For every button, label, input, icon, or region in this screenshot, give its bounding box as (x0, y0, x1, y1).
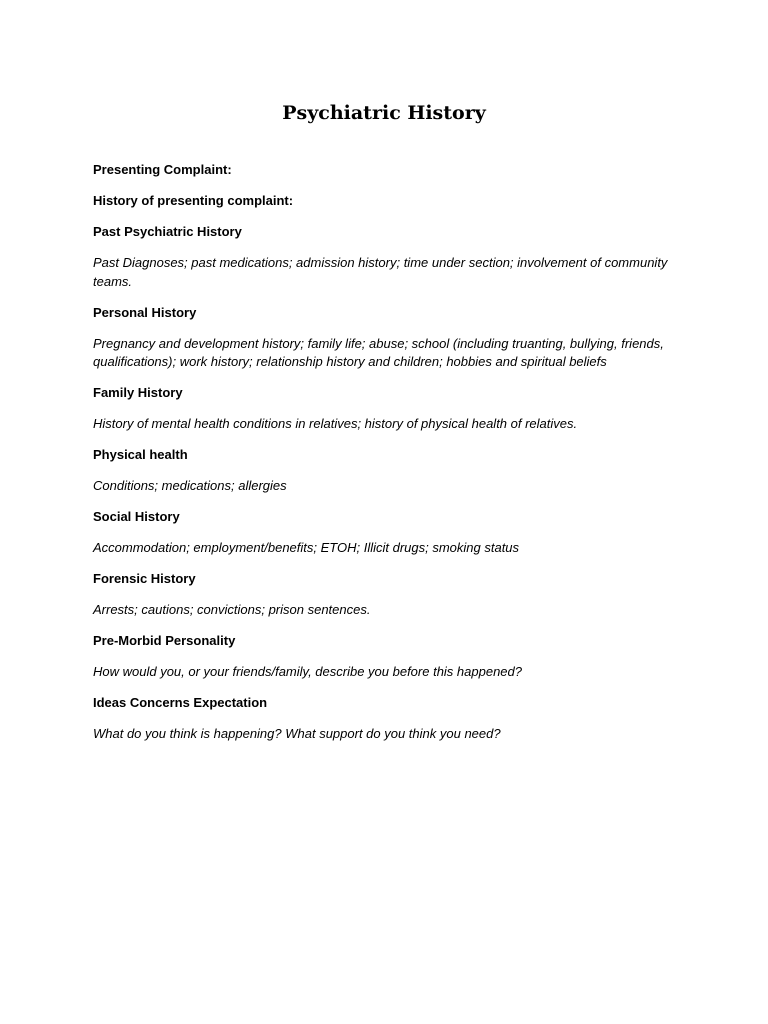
section-heading-presenting-complaint: Presenting Complaint: (93, 162, 232, 177)
section-text-personal-history: Pregnancy and development history; family life; abuse; school (including truanting, bullying, friends, qualifications); work history; relationship history and children; hobbies and spiritual beliefs (93, 335, 664, 369)
section-text-social-history: Accommodation; employment/benefits; ETOH; Illicit drugs; smoking status (93, 540, 520, 555)
section-heading-personal-history: Personal History (93, 304, 197, 320)
section-text-family-history: History of mental health conditions in relatives; history of physical health of relatives. (93, 416, 578, 431)
section-heading-pre-morbid-personality: Pre-Morbid Personality (93, 633, 236, 648)
section-heading-ideas-concerns-expectation: Ideas Concerns Expectation (93, 695, 268, 710)
section-text-past-psychiatric-history: Past Diagnoses; past medications; admission history; time under section; involvement of community teams. (93, 255, 668, 289)
section-heading-social-history: Social History (93, 509, 180, 524)
section-heading-history-of-presenting-complaint: History of presenting complaint: (93, 193, 294, 208)
section-heading-physical-health: Physical health (93, 447, 188, 462)
section-text-forensic-history: Arrests; cautions; convictions; prison sentences. (93, 602, 371, 617)
section-text-physical-health: Conditions; medications; allergies (93, 478, 287, 493)
section-heading-past-psychiatric-history: Past Psychiatric History (93, 224, 242, 239)
section-heading-family-history: Family History (93, 385, 183, 400)
section-text-pre-morbid-personality: How would you, or your friends/family, describe you before this happened? (93, 664, 522, 679)
page-title: Psychiatric History (282, 102, 486, 124)
section-heading-forensic-history: Forensic History (93, 571, 196, 586)
section-text-ideas-concerns-expectation: What do you think is happening? What support do you think you need? (93, 726, 501, 741)
document-body (93, 161, 678, 756)
